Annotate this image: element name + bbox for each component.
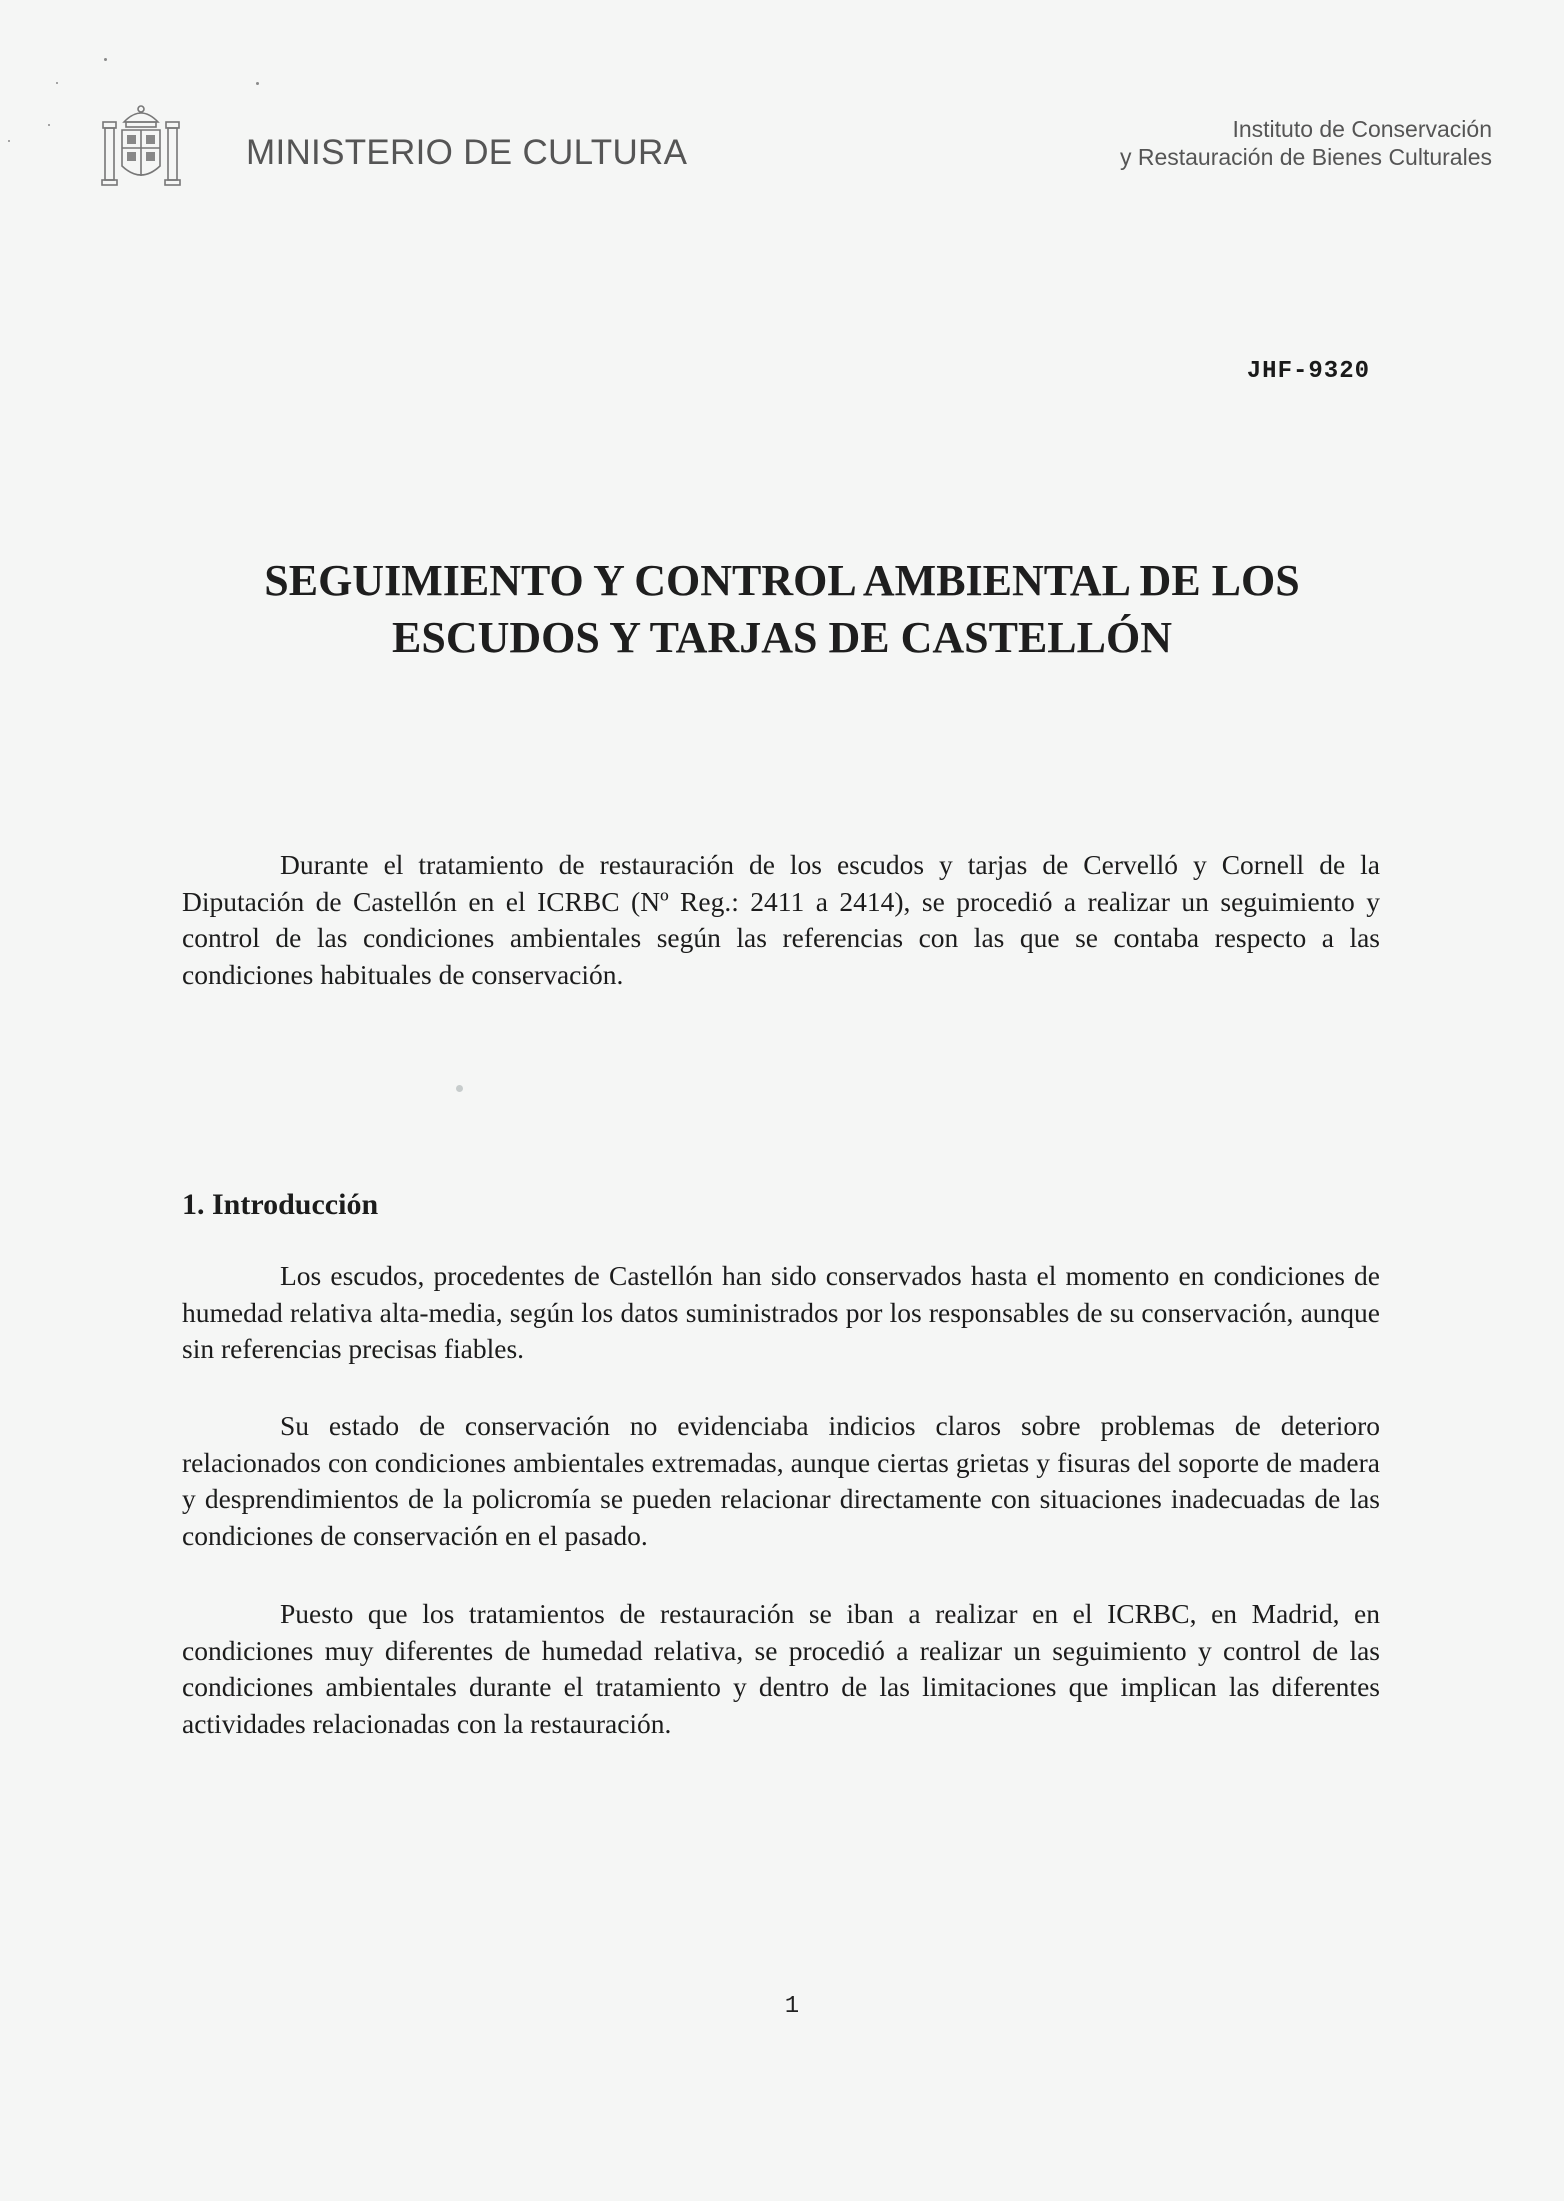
document-reference: JHF-9320 [1246,358,1370,385]
scan-speck [8,140,10,142]
institute-line-1: Instituto de Conservación [1232,116,1492,142]
institute-name [1120,115,1492,171]
institute-line-2: y Restauración de Bienes Culturales [1119,144,1492,170]
section-paragraph-3: Puesto que los tratamientos de restauración se iban a realizar en el ICRBC, en Madrid, en condiciones muy diferentes de humedad relativa, se procedió a realizar un seguimiento y control de las condiciones ambientales durante el tratamiento y dentro de las limitaciones que implican las diferentes actividades relacionadas con la restauración. [182,1598,1380,1739]
title-line-2: ESCUDOS Y TARJAS DE CASTELLÓN [392,613,1172,662]
coat-of-arms-icon [100,100,182,190]
scan-speck [48,124,50,126]
section-paragraph-1: Los escudos, procedentes de Castellón han sido conservados hasta el momento en condiciones de humedad relativa alta-media, según los datos suministrados por los responsables de su conservación, aunque sin referencias precisas fiables. [182,1260,1380,1364]
intro-paragraph: Durante el tratamiento de restauración de los escudos y tarjas de Cervelló y Cornell de la Diputación de Castellón en el ICRBC (Nº Reg.: 2411 a 2414), se procedió a realizar un seguimiento y control de las condiciones ambientales según las referencias con las que se contaba respecto a las condiciones habituales de conservación. [182,849,1380,990]
scan-speck [56,82,58,84]
document-title [120,552,1444,666]
scan-speck [456,1085,463,1092]
section-heading: 1. Introducción [182,1188,379,1221]
section-paragraph-2: Su estado de conservación no evidenciaba indicios claros sobre problemas de deterioro relacionados con condiciones ambientales extremadas, aunque ciertas grietas y fisuras del soporte de madera y desprendimientos de la policromía se pueden relacionar directamente con situaciones inadecuadas de las condiciones de conservación en el pasado. [182,1410,1380,1551]
ministry-name: MINISTERIO DE CULTURA [246,133,688,172]
title-line-1: SEGUIMIENTO Y CONTROL AMBIENTAL DE LOS [264,556,1300,605]
page-number: 1 [784,1993,800,2020]
scan-speck [256,82,259,85]
scan-speck [104,58,107,61]
